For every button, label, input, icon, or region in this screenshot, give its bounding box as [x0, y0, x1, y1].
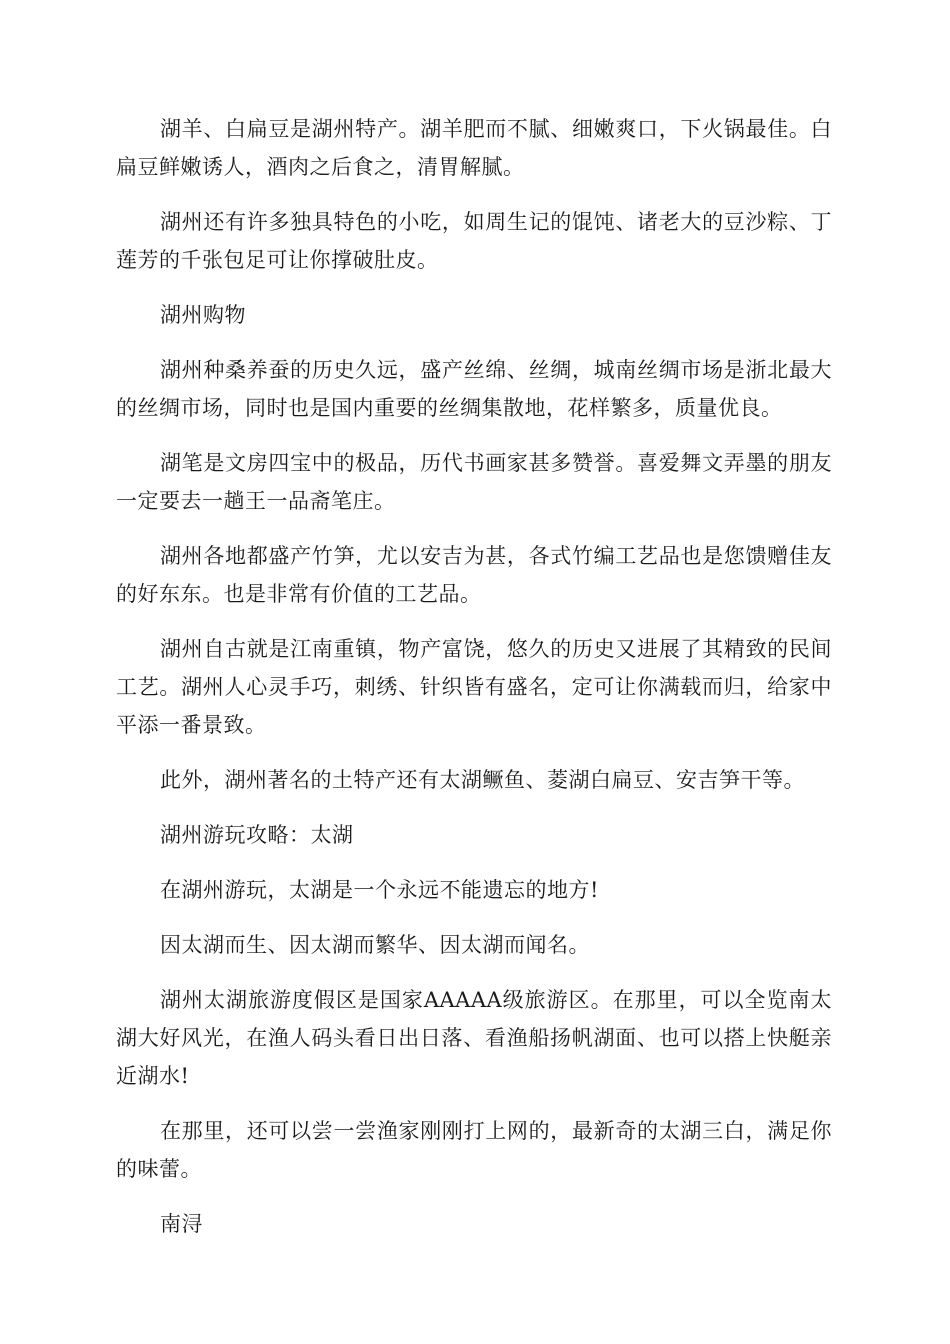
- paragraph-silk: 湖州种桑养蚕的历史久远，盛产丝绵、丝绸，城南丝绸市场是浙北最大的丝绸市场，同时也是国内重要的丝绸集散地，花样繁多，质量优良。: [116, 358, 832, 420]
- paragraph-hu-brush: 湖笔是文房四宝中的极品，历代书画家甚多赞誉。喜爱舞文弄墨的朋友一定要去一趟王一品斋笔庄。: [116, 451, 832, 513]
- document-body: [116, 110, 832, 1260]
- paragraph-taihu-sanbai: 在那里，还可以尝一尝渔家刚刚打上网的，最新奇的太湖三白，满足你的味蕾。: [116, 1119, 832, 1181]
- section-heading-shopping: 湖州购物: [160, 303, 246, 327]
- section-heading-taihu: 湖州游玩攻略：太湖: [160, 823, 354, 847]
- paragraph-local-specialties: 此外，湖州著名的土特产还有太湖鳜鱼、菱湖白扁豆、安吉笋干等。: [160, 768, 805, 792]
- paragraph-taihu-resort: 湖州太湖旅游度假区是国家AAAAA级旅游区。在那里，可以全览南太湖大好风光，在渔人码头看日出日落、看渔船扬帆湖面、也可以搭上快艇亲近湖水!: [116, 988, 832, 1088]
- paragraph-snacks: 湖州还有许多独具特色的小吃，如周生记的馄饨、诸老大的豆沙粽、丁莲芳的千张包足可让你撑破肚皮。: [116, 210, 832, 272]
- paragraph-taihu-intro: 在湖州游玩，太湖是一个永远不能遗忘的地方!: [160, 878, 599, 902]
- section-heading-nanxun: 南浔: [160, 1212, 203, 1236]
- paragraph-bamboo: 湖州各地都盛产竹笋，尤以安吉为甚，各式竹编工艺品也是您馈赠佳友的好东东。也是非常有价值的工艺品。: [116, 544, 832, 606]
- paragraph-folk-crafts: 湖州自古就是江南重镇，物产富饶，悠久的历史又进展了其精致的民间工艺。湖州人心灵手巧，刺绣、针织皆有盛名，定可让你满载而归，给家中平添一番景致。: [116, 637, 832, 737]
- paragraph-taihu-fame: 因太湖而生、因太湖而繁华、因太湖而闻名。: [160, 933, 590, 957]
- paragraph-hu-yang-bai-bian-dou: 湖羊、白扁豆是湖州特产。湖羊肥而不腻、细嫩爽口，下火锅最佳。白扁豆鲜嫩诱人，酒肉之后食之，清胃解腻。: [116, 117, 832, 179]
